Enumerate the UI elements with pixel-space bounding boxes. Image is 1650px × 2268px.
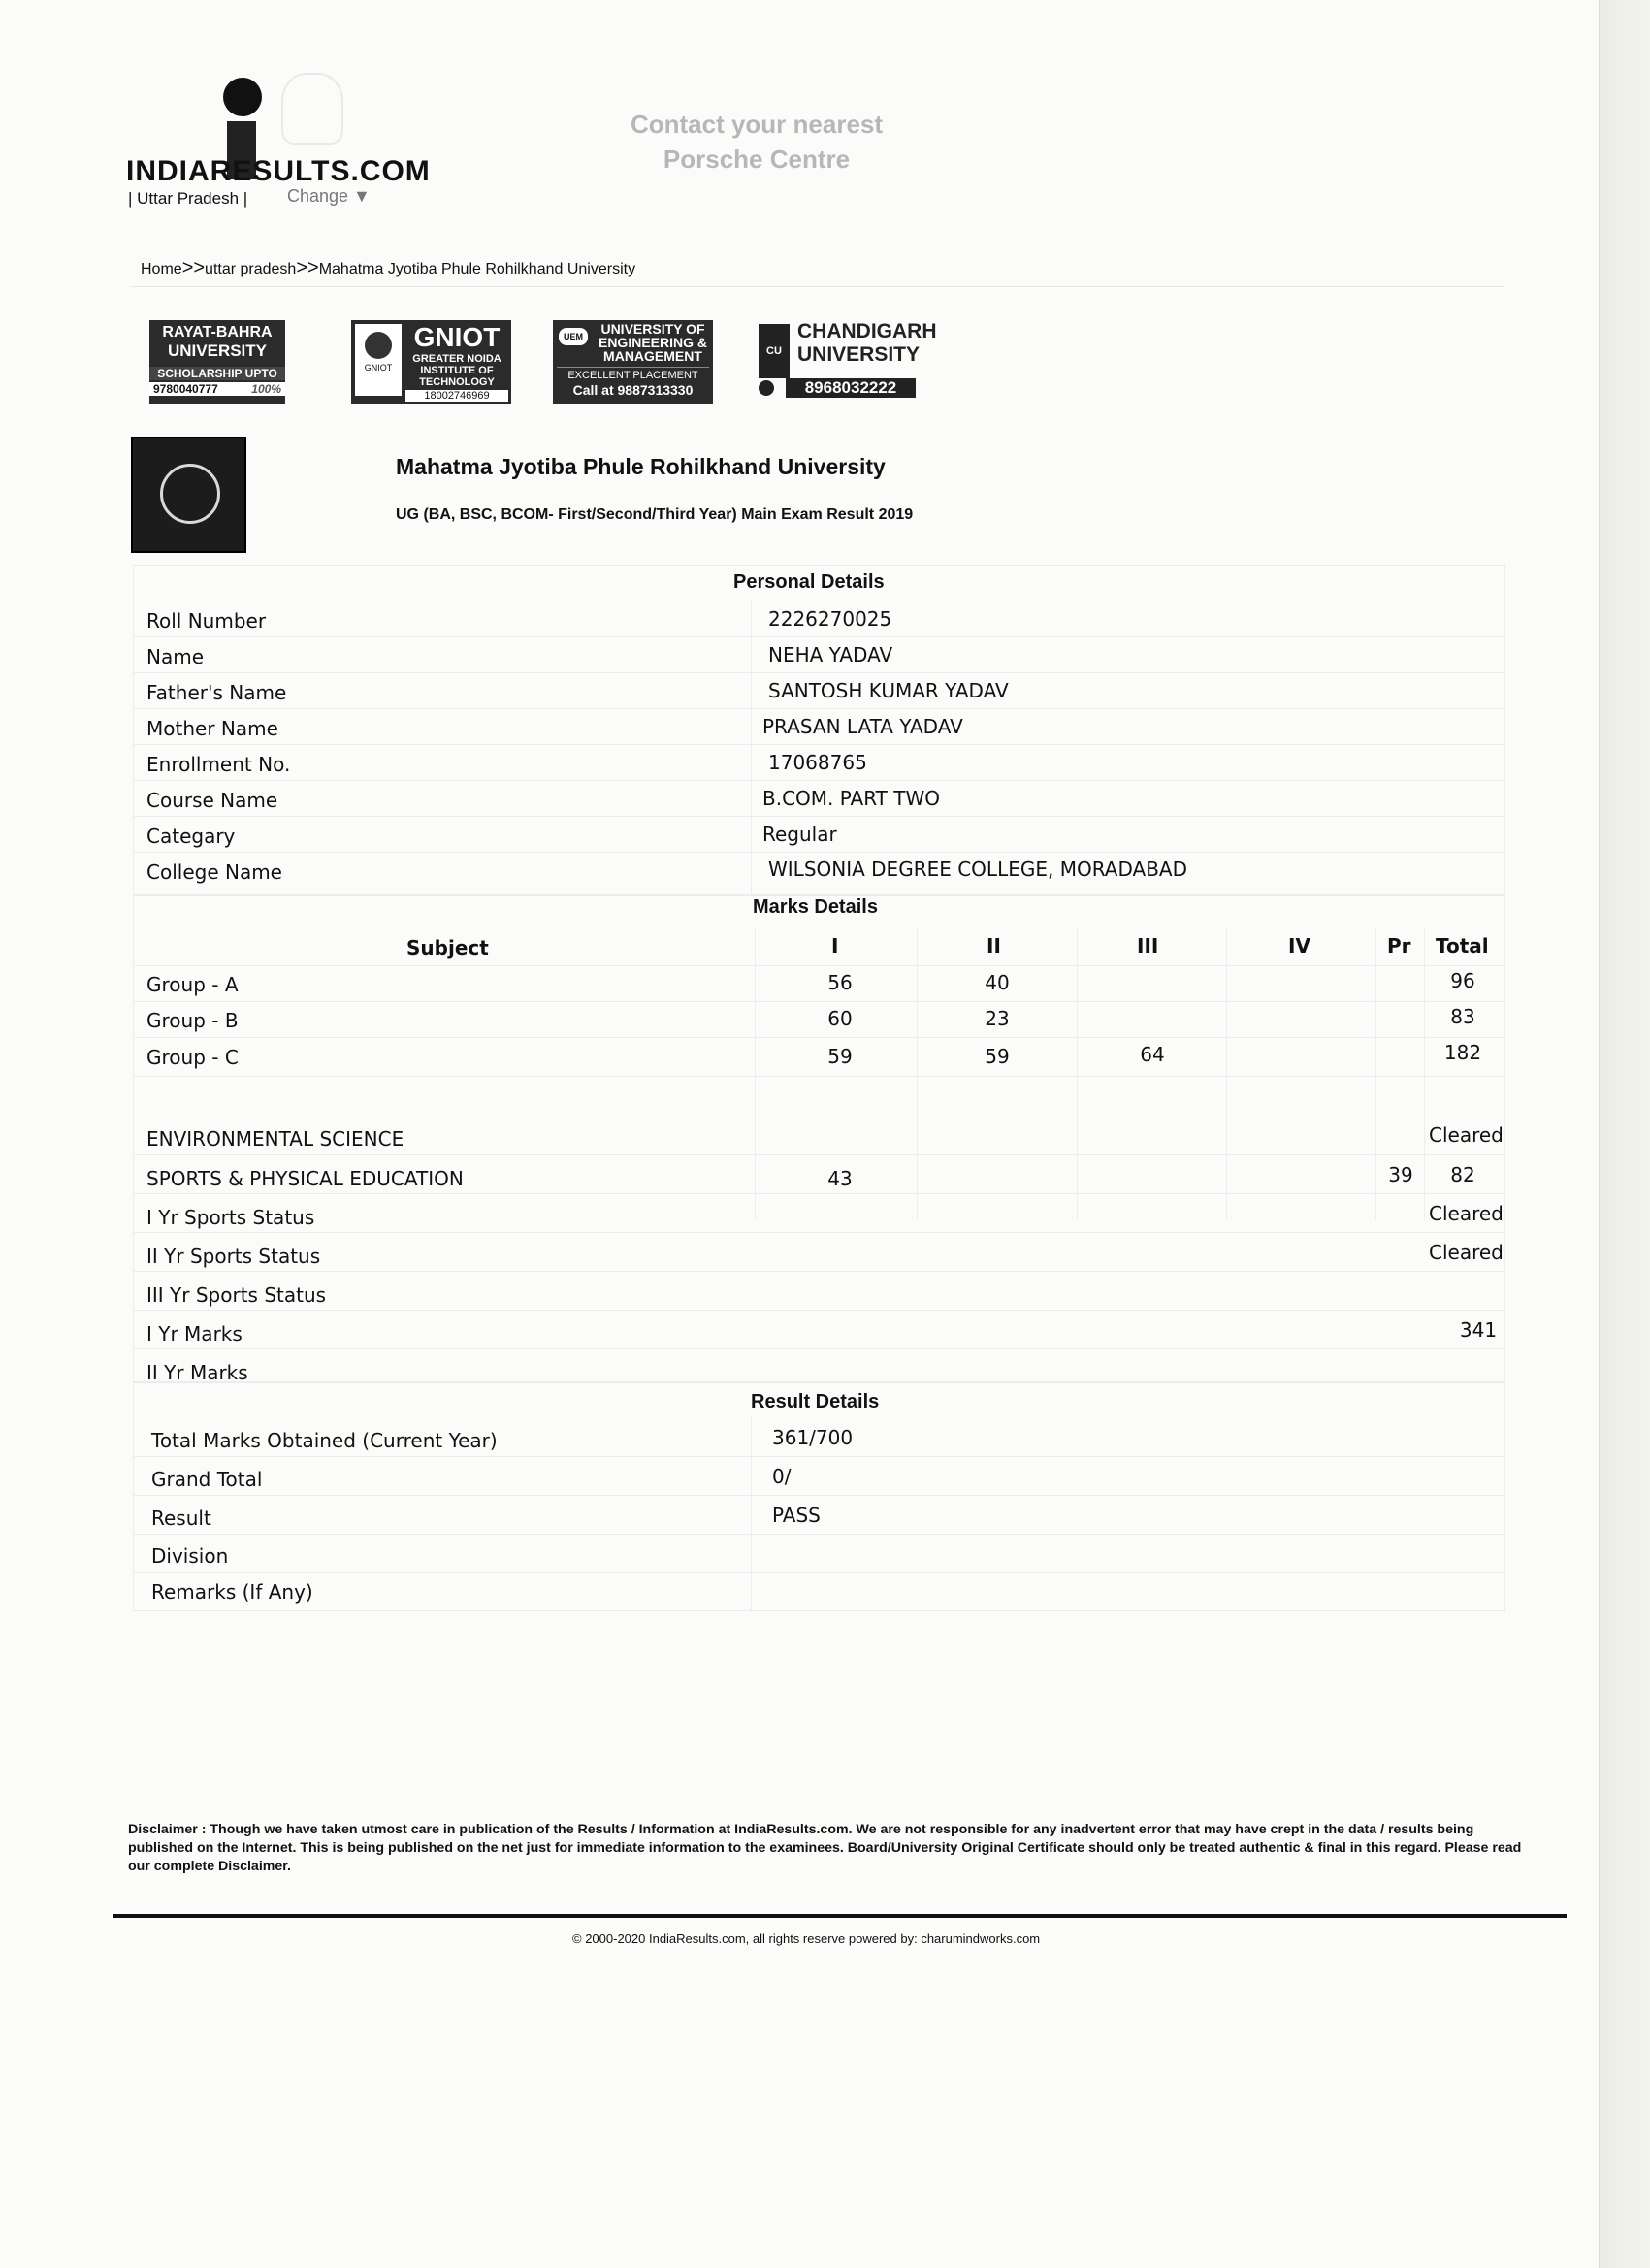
emblem-wheel-icon (160, 464, 220, 524)
banner-line: ENGINEERING & (598, 335, 707, 350)
father-name-label: Father's Name (146, 681, 287, 704)
subject-cell: Group - A (146, 973, 239, 996)
phone-icon (759, 380, 774, 396)
banner-phone: 18002746969 (405, 390, 508, 402)
extra-total-cell: 82 (1450, 1163, 1475, 1186)
subject-header: Subject (406, 936, 489, 959)
university-name: Mahatma Jyotiba Phule Rohilkhand University (396, 454, 886, 479)
porsche-ad[interactable] (621, 107, 892, 177)
banner-line: RAYAT-BAHRA (162, 324, 273, 340)
col-ii-header: II (987, 934, 1001, 957)
banner-line: CHANDIGARH (797, 320, 937, 342)
table-row (134, 600, 1504, 637)
table-row (134, 816, 1504, 853)
page-edge (1599, 0, 1650, 2268)
banner-line: EXCELLENT PLACEMENT (557, 367, 709, 381)
father-name-value: SANTOSH KUMAR YADAV (768, 679, 1009, 702)
banner-rayat-bahra[interactable] (149, 320, 285, 404)
col-i-header: I (831, 934, 839, 957)
enrollment-label: Enrollment No. (146, 753, 291, 776)
footer-divider (113, 1914, 1567, 1918)
banner-lines (405, 353, 508, 388)
extra-total-cell: Cleared (1429, 1123, 1504, 1147)
college-name-label: College Name (146, 860, 282, 884)
marks-details-heading: Marks Details (753, 896, 878, 918)
table-row (134, 1572, 1504, 1610)
personal-details-heading: Personal Details (733, 571, 885, 593)
col-pr-header: Pr (1387, 934, 1411, 957)
logo-text: INDIARESULTS.COM (126, 155, 431, 187)
table-row (134, 1116, 1504, 1155)
course-name-label: Course Name (146, 789, 278, 812)
extra-subject-label: III Yr Sports Status (146, 1283, 327, 1307)
uem-emblem-icon: UEM (559, 328, 588, 345)
marks-header-row (134, 928, 1504, 966)
ad-line-1: Contact your nearest (630, 110, 884, 139)
copyright-text: © 2000-2020 IndiaResults.com, all rights reserve powered by: charumindworks.com (572, 1931, 1041, 1946)
table-row (134, 1534, 1504, 1573)
marks-iii-cell: 64 (1140, 1043, 1165, 1066)
marks-ii-cell: 40 (985, 971, 1010, 994)
marks-ii-cell: 23 (985, 1007, 1010, 1030)
disclaimer-text: Disclaimer : Though we have taken utmost care in publication of the Results / Information at IndiaResults.com. We are not responsible for any inadvertent error that may have crept in the data / results being published on the Internet. This is being published on the net just for immediate information to the examinees. Board/University Original Certificate should only be treated authentic & final in this regard. Please read our complete Disclaimer. (128, 1822, 1522, 1874)
extra-subject-label: I Yr Marks (146, 1322, 243, 1345)
extra-i-cell: 43 (827, 1167, 853, 1190)
subject-cell: Group - C (146, 1046, 239, 1069)
banner-chandigarh[interactable] (759, 320, 937, 404)
banner-phone: 9780040777 (153, 382, 218, 396)
table-row (134, 708, 1504, 745)
table-row (134, 1193, 1504, 1233)
table-row (134, 1232, 1504, 1272)
extra-total-cell: Cleared (1429, 1241, 1504, 1264)
banner-line: GNIOT (413, 322, 501, 352)
marks-i-cell: 59 (827, 1045, 853, 1068)
col-total-header: Total (1436, 934, 1489, 957)
ad-line-2: Porsche Centre (663, 145, 851, 174)
table-row (134, 672, 1504, 709)
table-row (134, 1495, 1504, 1535)
banner-line: GREATER NOIDA (412, 353, 501, 365)
result-details-table (133, 1381, 1505, 1611)
table-row (134, 852, 1504, 895)
banner-line: MANAGEMENT (603, 348, 702, 364)
breadcrumb-separator: >> (296, 257, 319, 278)
result-details-heading: Result Details (751, 1391, 880, 1412)
marks-total-cell: 83 (1450, 1005, 1475, 1028)
table-row (134, 1348, 1504, 1382)
university-emblem (131, 437, 246, 553)
personal-details-table (133, 565, 1505, 896)
banner-phone-row (149, 382, 285, 396)
grand-total-value: 0/ (772, 1465, 792, 1488)
banner-line: UNIVERSITY (167, 341, 268, 360)
name-value: NEHA YADAV (768, 643, 893, 666)
cu-emblem-icon: CU (759, 324, 790, 378)
banner-gniot[interactable] (351, 320, 511, 404)
result-value: PASS (772, 1504, 821, 1527)
extra-subject-label: SPORTS & PHYSICAL EDUCATION (146, 1167, 464, 1190)
category-value: Regular (762, 823, 837, 846)
extra-total-cell: Cleared (1429, 1202, 1504, 1225)
table-row (134, 780, 1504, 817)
banner-lines (797, 320, 937, 367)
course-name-value: B.COM. PART TWO (762, 787, 940, 810)
extra-pr-cell: 39 (1388, 1163, 1413, 1186)
breadcrumb-state[interactable]: uttar pradesh (205, 261, 297, 277)
table-row (134, 1271, 1504, 1311)
breadcrumb-separator: >> (181, 257, 206, 278)
col-iii-header: III (1137, 934, 1159, 957)
extra-subject-label: ENVIRONMENTAL SCIENCE (146, 1127, 404, 1150)
marks-i-cell: 56 (827, 971, 853, 994)
table-row (134, 1310, 1504, 1349)
table-row (134, 965, 1504, 1002)
marks-i-cell: 60 (827, 1007, 853, 1030)
marks-total-cell: 182 (1443, 1041, 1482, 1064)
table-row (134, 1417, 1504, 1457)
banner-uem[interactable] (553, 320, 713, 404)
grand-total-label: Grand Total (151, 1468, 263, 1491)
extra-subject-label: I Yr Sports Status (146, 1206, 315, 1229)
breadcrumb-home[interactable]: Home (141, 261, 182, 277)
extra-total-cell: 341 (1459, 1318, 1498, 1342)
state-label: | Uttar Pradesh | (128, 189, 248, 208)
table-row (134, 1154, 1504, 1194)
india-map-icon (281, 73, 343, 145)
total-marks-value: 361/700 (772, 1426, 854, 1449)
banner-phone: 8968032222 (786, 378, 916, 398)
table-row (134, 636, 1504, 673)
roll-number-value: 2226270025 (768, 607, 892, 631)
marks-ii-cell: 59 (985, 1045, 1010, 1068)
college-name-value: WILSONIA DEGREE COLLEGE, MORADABAD (768, 858, 1187, 881)
subject-cell: Group - B (146, 1009, 239, 1032)
banner-lines (596, 322, 710, 363)
banner-line: INSTITUTE OF (420, 365, 494, 376)
banner-line: SCHOLARSHIP UPTO (149, 367, 285, 380)
change-state-link[interactable]: Change ▼ (287, 186, 371, 206)
banner-percent: 100% (251, 382, 281, 396)
extra-subject-label: II Yr Sports Status (146, 1245, 321, 1268)
breadcrumb-university[interactable]: Mahatma Jyotiba Phule Rohilkhand University (318, 261, 636, 277)
divider (131, 286, 1504, 287)
name-label: Name (146, 645, 205, 668)
marks-details-table (133, 894, 1505, 1383)
result-label: Result (151, 1507, 211, 1530)
mother-name-label: Mother Name (146, 717, 278, 740)
roll-number-label: Roll Number (146, 609, 267, 632)
category-label: Categary (146, 825, 236, 848)
table-row (134, 1456, 1504, 1496)
gniot-tag: GNIOT (364, 363, 393, 373)
table-row (134, 744, 1504, 781)
enrollment-value: 17068765 (768, 751, 867, 774)
breadcrumb (141, 257, 635, 279)
exam-title: UG (BA, BSC, BCOM- First/Second/Third Year) Main Exam Result 2019 (396, 506, 914, 523)
division-label: Division (151, 1544, 229, 1568)
mother-name-value: PRASAN LATA YADAV (762, 715, 963, 738)
table-row (134, 1037, 1504, 1077)
marks-total-cell: 96 (1450, 969, 1475, 992)
banner-line: UNIVERSITY OF (600, 321, 705, 337)
table-row (134, 1001, 1504, 1038)
col-iv-header: IV (1288, 934, 1310, 957)
banner-phone: Call at 9887313330 (572, 382, 694, 398)
total-marks-label: Total Marks Obtained (Current Year) (151, 1429, 498, 1452)
gniot-emblem-icon (355, 324, 402, 396)
remarks-label: Remarks (If Any) (151, 1580, 313, 1604)
banner-line: UNIVERSITY (797, 343, 921, 366)
banner-line: TECHNOLOGY (419, 376, 495, 388)
extra-subject-label: II Yr Marks (146, 1361, 248, 1384)
logo-dot-shape (223, 78, 262, 116)
